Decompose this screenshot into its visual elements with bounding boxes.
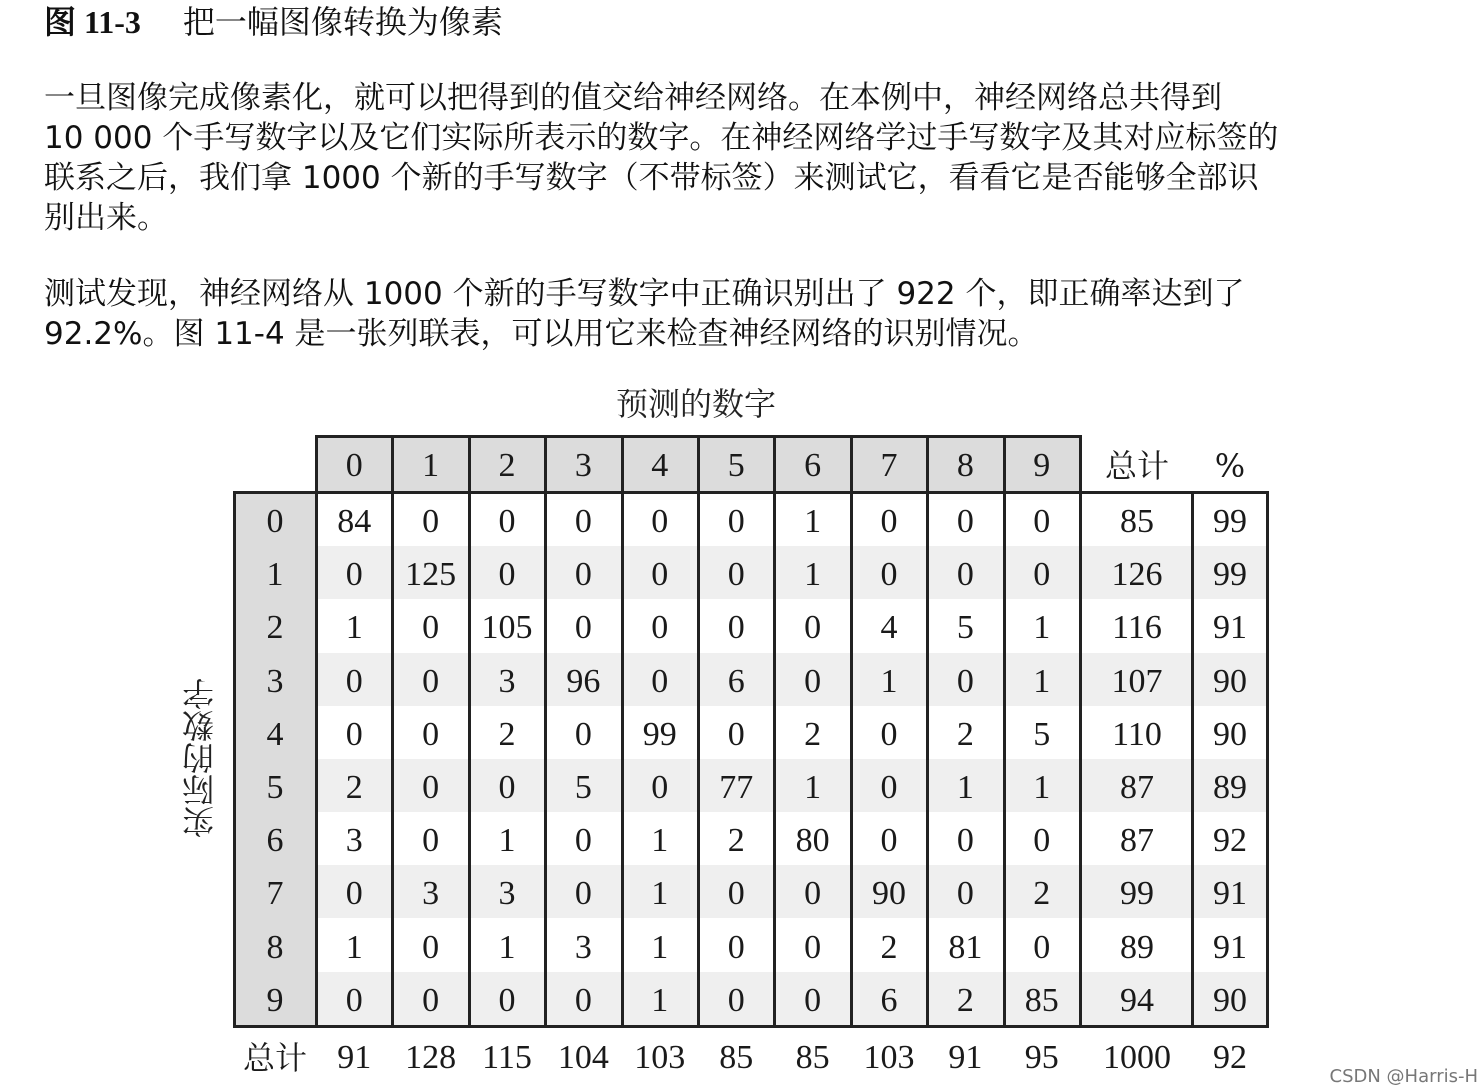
column-total: 85 (719, 1039, 754, 1076)
table-cell: 3 (422, 875, 440, 913)
column-total: 85 (795, 1039, 830, 1076)
paragraph-line: 92.2%。图 11-4 是一张列联表，可以用它来检查神经网络的识别情况。 (44, 316, 1039, 352)
column-header: 0 (316, 437, 392, 491)
row-total: 99 (1120, 875, 1154, 913)
table-cell: 1 (880, 662, 898, 700)
table-cell: 125 (405, 556, 457, 594)
table-cell: 81 (948, 928, 983, 966)
table-cell: 0 (574, 715, 592, 753)
table-cell: 0 (727, 715, 745, 753)
paragraph-line: 一旦图像完成像素化，就可以把得到的值交给神经网络。在本例中，神经网络总共得到 (44, 80, 1222, 116)
column-header: 1 (392, 437, 468, 491)
column-divider (1079, 435, 1082, 1028)
table-cell: 4 (880, 609, 898, 647)
column-header: 5 (698, 437, 774, 491)
table-cell: 0 (498, 556, 516, 594)
column-divider (621, 435, 624, 1028)
column-divider (926, 435, 929, 1028)
table-cell: 0 (1033, 556, 1051, 594)
table-cell: 90 (871, 875, 906, 913)
watermark: CSDN @Harris-H (1329, 1066, 1478, 1087)
row-header: 7 (234, 865, 316, 918)
row-header: 4 (234, 706, 316, 759)
row-header: 5 (234, 759, 316, 812)
table-cell: 3 (498, 662, 516, 700)
table-cell: 1 (1033, 769, 1051, 806)
table-cell: 0 (422, 715, 440, 753)
row-percent: 99 (1213, 503, 1247, 540)
table-cell: 0 (574, 556, 592, 594)
row-header: 1 (234, 546, 316, 599)
table-cell: 0 (345, 662, 363, 700)
row-percent: 91 (1213, 875, 1247, 913)
table-cell: 99 (642, 715, 677, 753)
column-header: 3 (545, 437, 621, 491)
column-total: 128 (405, 1039, 457, 1076)
percent-right-line (1266, 491, 1269, 1028)
table-cell: 0 (651, 662, 669, 700)
table-cell: 3 (574, 928, 592, 966)
table-cell: 1 (651, 928, 669, 966)
table-cell: 0 (574, 609, 592, 647)
caption-title: 把一幅图像转换为像素 (182, 3, 503, 41)
row-header: 2 (234, 599, 316, 652)
table-cell: 0 (880, 822, 898, 860)
table-cell: 80 (795, 822, 830, 860)
table-cell: 0 (880, 715, 898, 753)
percent-column-header: % (1214, 447, 1246, 485)
table-cell: 0 (422, 769, 440, 806)
table-cell: 2 (498, 715, 516, 753)
column-header: 8 (927, 437, 1003, 491)
row-total: 87 (1120, 822, 1154, 860)
table-cell: 77 (719, 769, 754, 806)
actual-axis-title: 实际的数字 (181, 678, 219, 838)
column-header: 6 (774, 437, 850, 491)
column-divider (468, 435, 471, 1028)
table-cell: 105 (481, 609, 533, 647)
table-cell: 0 (422, 609, 440, 647)
table-cell: 0 (345, 875, 363, 913)
column-divider (315, 435, 318, 1028)
table-cell: 0 (956, 662, 974, 700)
paragraph-line: 别出来。 (44, 200, 168, 236)
row-header: 0 (234, 493, 316, 546)
table-cell: 85 (1024, 981, 1059, 1019)
table-cell: 0 (498, 503, 516, 540)
figure-caption (44, 2, 503, 42)
column-header: 2 (469, 437, 545, 491)
row-header: 8 (234, 919, 316, 972)
column-total: 91 (337, 1039, 372, 1076)
table-cell: 3 (498, 875, 516, 913)
table-cell: 0 (651, 609, 669, 647)
row-total: 89 (1120, 928, 1154, 966)
table-cell: 0 (651, 769, 669, 806)
table-cell: 0 (345, 981, 363, 1019)
table-cell: 6 (880, 981, 898, 1019)
row-percent: 90 (1213, 715, 1247, 753)
column-divider (391, 435, 394, 1028)
table-cell: 1 (651, 822, 669, 860)
table-cell: 1 (804, 503, 822, 540)
column-divider (773, 435, 776, 1028)
row-total: 107 (1111, 662, 1163, 700)
table-cell: 1 (345, 609, 363, 647)
row-total: 85 (1120, 503, 1154, 540)
table-cell: 96 (566, 662, 601, 700)
column-divider (1003, 435, 1006, 1028)
table-cell: 0 (804, 662, 822, 700)
table-cell: 0 (727, 503, 745, 540)
table-cell: 0 (727, 875, 745, 913)
column-total: 103 (863, 1039, 915, 1076)
total-column-header: 总计 (1104, 447, 1169, 485)
row-total: 116 (1112, 609, 1162, 647)
column-divider (697, 435, 700, 1028)
row-percent: 99 (1213, 556, 1247, 594)
table-cell: 0 (574, 875, 592, 913)
table-cell: 0 (498, 769, 516, 806)
table-cell: 0 (880, 769, 898, 806)
table-cell: 0 (422, 503, 440, 540)
row-percent: 90 (1213, 662, 1247, 700)
table-cell: 1 (651, 875, 669, 913)
table-cell: 0 (651, 556, 669, 594)
column-header: 7 (851, 437, 927, 491)
table-cell: 0 (727, 556, 745, 594)
table-cell: 0 (956, 503, 974, 540)
table-cell: 0 (651, 503, 669, 540)
row-total: 110 (1112, 715, 1162, 753)
table-cell: 0 (727, 609, 745, 647)
row-header: 3 (234, 653, 316, 706)
table-cell: 2 (727, 822, 745, 860)
table-cell: 0 (1033, 928, 1051, 966)
table-cell: 0 (1033, 503, 1051, 540)
table-cell: 0 (727, 981, 745, 1019)
column-header: 4 (622, 437, 698, 491)
header-bottom-line (234, 491, 1268, 494)
table-bottom-line (234, 1025, 1268, 1028)
table-cell: 2 (1033, 875, 1051, 913)
table-cell: 0 (956, 822, 974, 860)
table-cell: 2 (880, 928, 898, 966)
table-cell: 0 (345, 556, 363, 594)
percent-left-line (1191, 491, 1194, 1028)
table-cell: 1 (804, 769, 822, 806)
table-cell: 0 (422, 822, 440, 860)
column-divider (544, 435, 547, 1028)
table-cell: 0 (422, 928, 440, 966)
table-cell: 2 (956, 715, 974, 753)
table-cell: 2 (804, 715, 822, 753)
table-cell: 0 (1033, 822, 1051, 860)
table-cell: 1 (956, 769, 974, 806)
row-percent: 90 (1213, 981, 1247, 1019)
row-header: 9 (234, 972, 316, 1025)
column-total: 103 (634, 1039, 686, 1076)
table-cell: 0 (956, 875, 974, 913)
row-percent: 91 (1213, 928, 1247, 966)
table-cell: 1 (345, 928, 363, 966)
table-cell: 1 (804, 556, 822, 594)
table-cell: 0 (574, 822, 592, 860)
row-header: 6 (234, 812, 316, 865)
table-cell: 0 (345, 715, 363, 753)
table-cell: 0 (804, 609, 822, 647)
paragraph-line: 联系之后，我们拿 1000 个新的手写数字（不带标签）来测试它，看看它是否能够全部识 (44, 160, 1259, 196)
row-percent: 89 (1213, 769, 1247, 806)
table-cell: 0 (574, 503, 592, 540)
grand-total: 1000 (1103, 1039, 1171, 1076)
table-cell: 84 (337, 503, 372, 540)
caption-number: 图 11-3 (44, 4, 141, 40)
footer-label: 总计 (242, 1039, 307, 1077)
row-total: 87 (1120, 769, 1154, 806)
table-cell: 0 (574, 981, 592, 1019)
column-total: 104 (557, 1039, 609, 1076)
row-total: 94 (1120, 981, 1154, 1019)
paragraph-line: 测试发现，神经网络从 1000 个新的手写数字中正确识别出了 922 个，即正确率达到了 (44, 276, 1245, 312)
table-cell: 0 (422, 662, 440, 700)
table-cell: 1 (498, 928, 516, 966)
grand-percent: 92 (1213, 1039, 1247, 1076)
row-percent: 92 (1213, 822, 1247, 860)
table-cell: 0 (956, 556, 974, 594)
paragraph-line: 10 000 个手写数字以及它们实际所表示的数字。在神经网络学过手写数字及其对应标签的 (44, 120, 1279, 156)
column-total: 95 (1024, 1039, 1059, 1076)
table-cell: 1 (1033, 609, 1051, 647)
table-cell: 0 (880, 556, 898, 594)
table-cell: 5 (574, 769, 592, 806)
contingency-table-figure (176, 378, 1276, 1078)
row-percent: 91 (1213, 609, 1247, 647)
table-cell: 6 (727, 662, 745, 700)
table-cell: 1 (1033, 662, 1051, 700)
column-divider (850, 435, 853, 1028)
table-cell: 0 (880, 503, 898, 540)
table-cell: 5 (1033, 715, 1051, 753)
table-cell: 2 (345, 769, 363, 806)
table-cell: 1 (498, 822, 516, 860)
table-cell: 0 (804, 928, 822, 966)
predicted-axis-title: 预测的数字 (616, 385, 777, 423)
column-total: 91 (948, 1039, 983, 1076)
paragraph-2 (44, 274, 1464, 354)
table-cell: 0 (804, 875, 822, 913)
column-header: 9 (1004, 437, 1080, 491)
table-cell: 3 (345, 822, 363, 860)
table-cell: 0 (804, 981, 822, 1019)
table-cell: 2 (956, 981, 974, 1019)
table-cell: 0 (727, 928, 745, 966)
table-cell: 0 (498, 981, 516, 1019)
table-cell: 5 (956, 609, 974, 647)
row-total: 126 (1111, 556, 1163, 594)
row-header-left-line (233, 491, 236, 1028)
column-total: 115 (482, 1039, 532, 1076)
paragraph-1 (44, 78, 1464, 238)
table-cell: 1 (651, 981, 669, 1019)
table-cell: 0 (422, 981, 440, 1019)
